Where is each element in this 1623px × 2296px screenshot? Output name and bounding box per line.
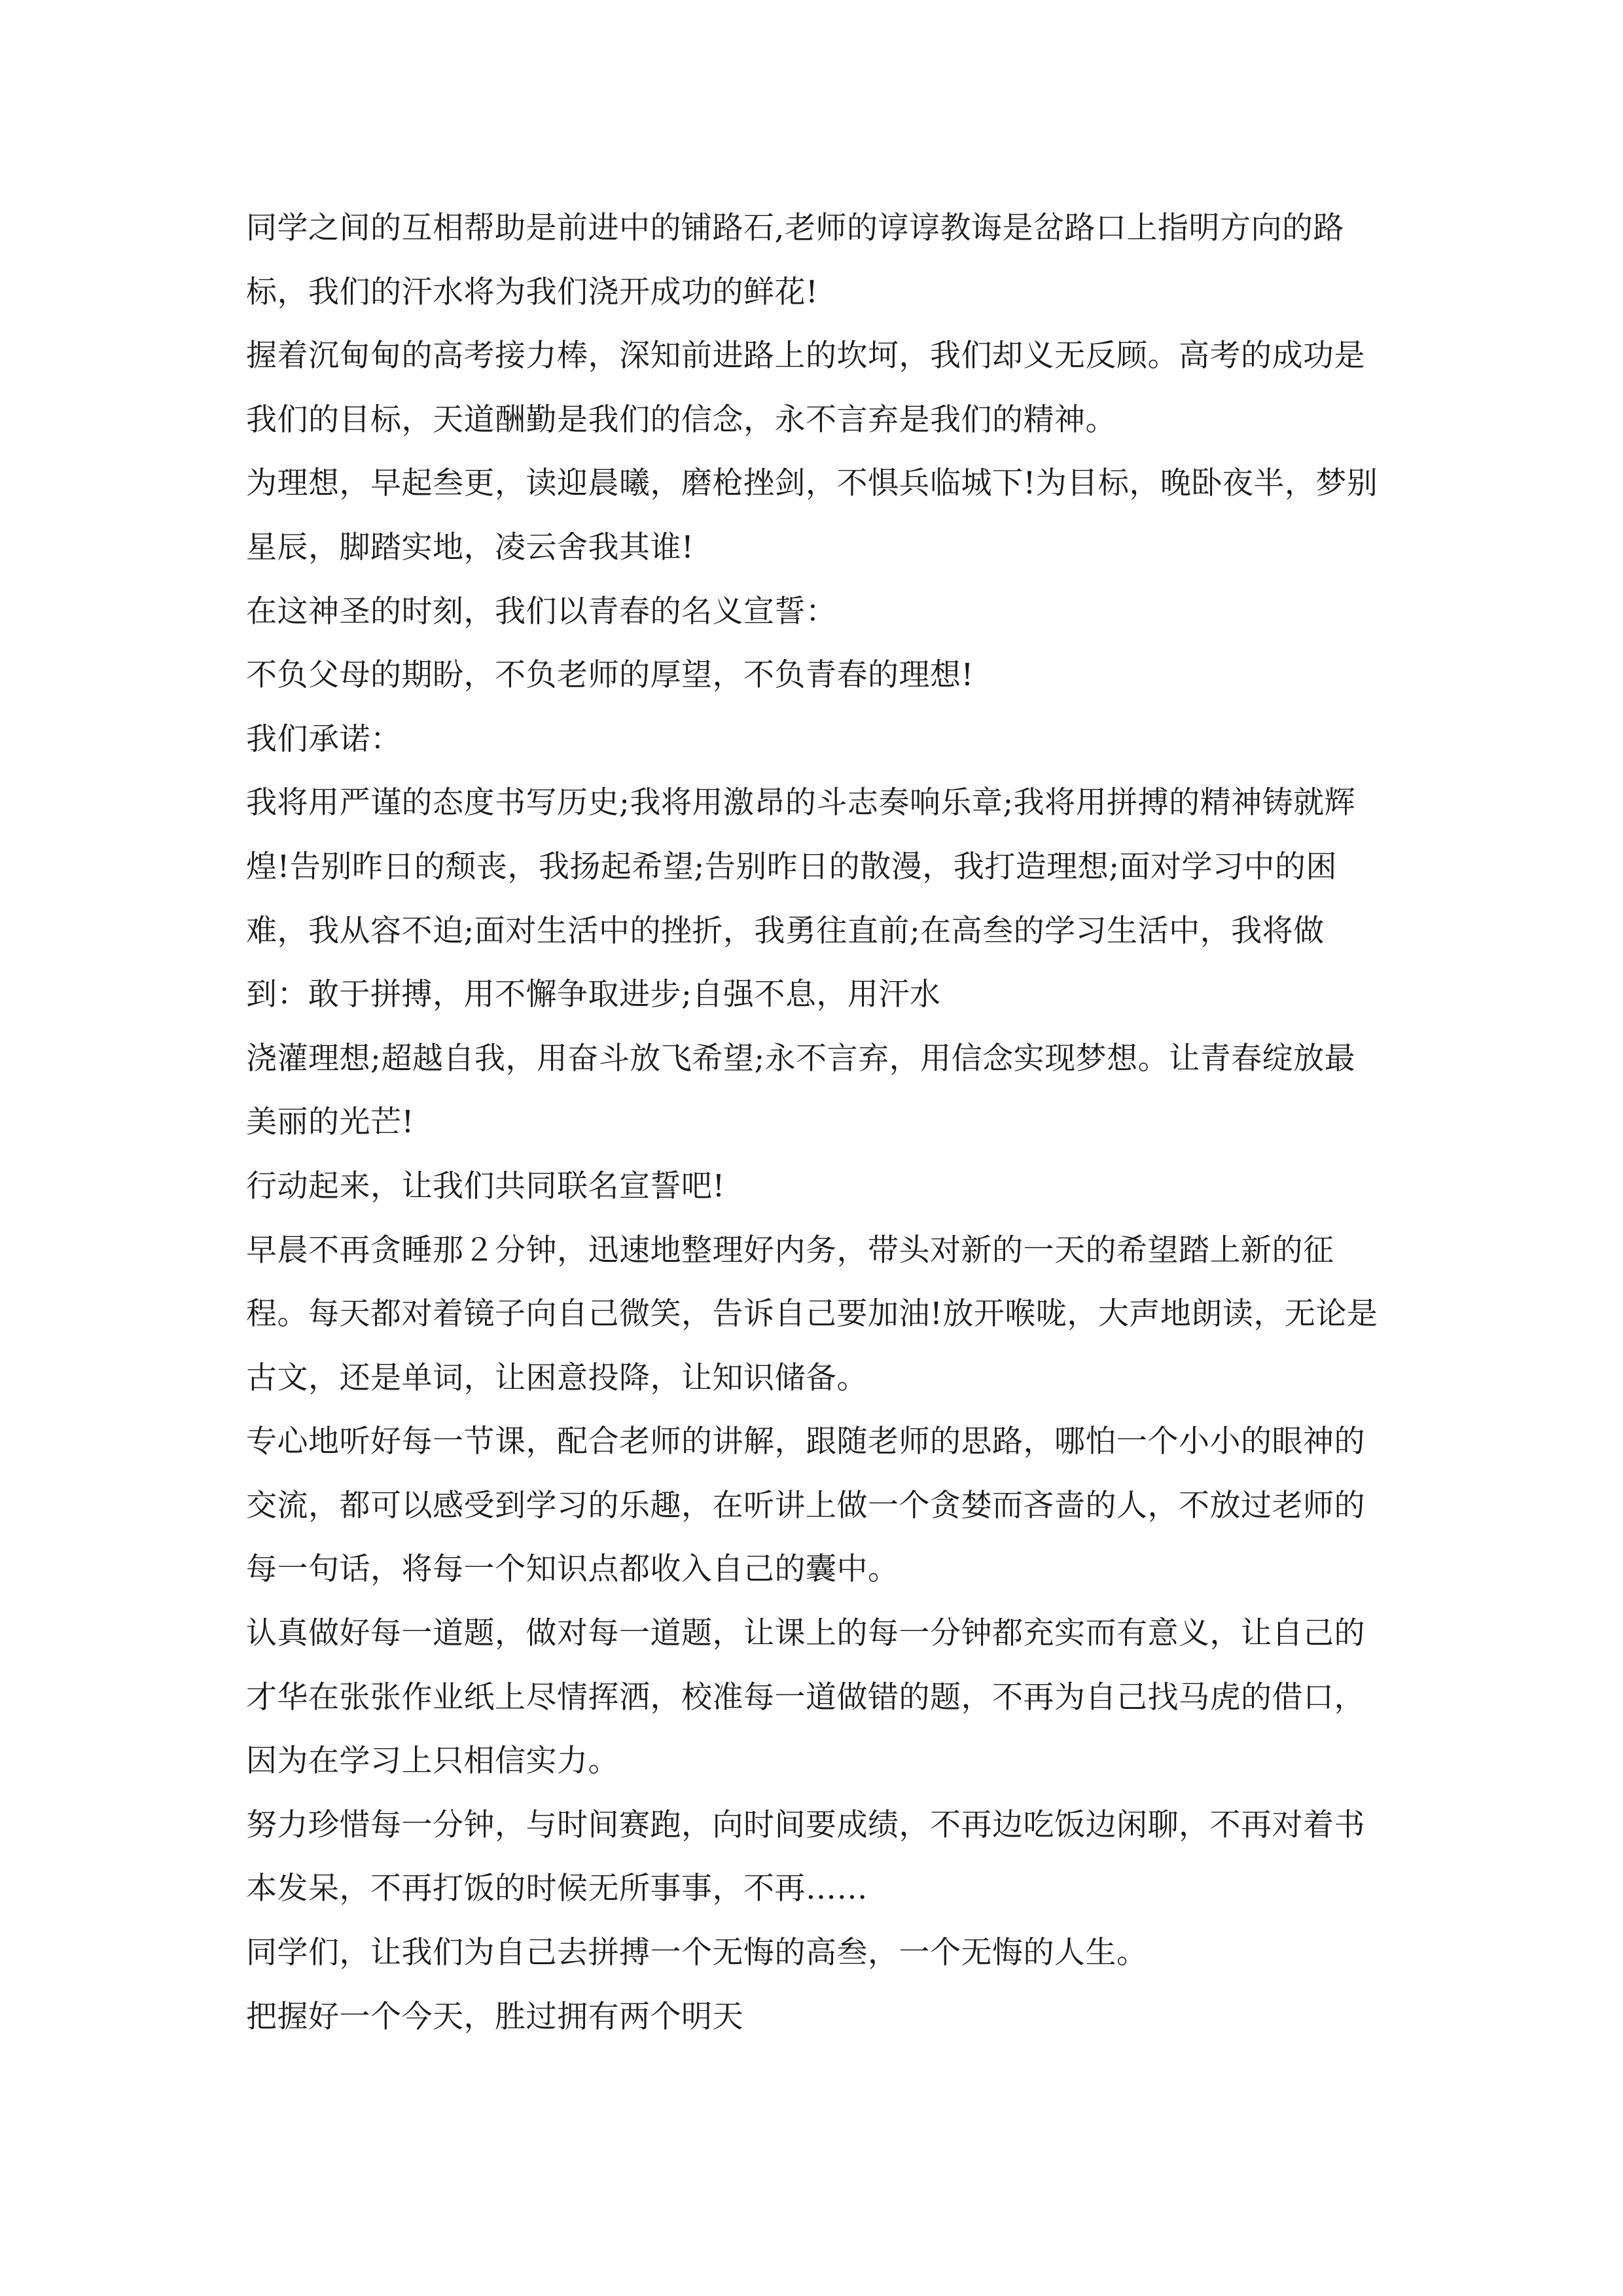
paragraph: 专心地听好每一节课，配合老师的讲解，跟随老师的思路，哪怕一个小小的眼神的交流，都可以感受到学习的乐趣，在听讲上做一个贪婪而吝啬的人，不放过老师的每一句话，将每一个知识点都收入自己的囊中。 bbox=[246, 1424, 1365, 1588]
paragraph: 努力珍惜每一分钟，与时间赛跑，向时间要成绩，不再边吃饭边闲聊，不再对着书本发呆，不再打饭的时候无所事事，不再…… bbox=[246, 1806, 1365, 1907]
paragraph: 行动起来，让我们共同联名宣誓吧! bbox=[246, 1168, 725, 1204]
paragraph: 同学之间的互相帮助是前进中的铺路石,老师的谆谆教诲是岔路口上指明方向的路标，我们的汗水将为我们浇开成功的鲜花! bbox=[246, 210, 1344, 310]
paragraph: 在这神圣的时刻，我们以青春的名义宣誓： bbox=[246, 593, 837, 630]
paragraph: 早晨不再贪睡那２分钟，迅速地整理好内务，带头对新的一天的希望踏上新的征程。每天都对着镜子向自己微笑，告诉自己要加油!放开喉咙，大声地朗读，无论是古文，还是单词，让困意投降，让知识储备。 bbox=[246, 1232, 1378, 1396]
paragraph: 我们承诺： bbox=[246, 721, 402, 757]
paragraph: 同学们，让我们为自己去拼搏一个无悔的高叁，一个无悔的人生。 bbox=[246, 1935, 1148, 1971]
paragraph: 为理想，早起叁更，读迎晨曦，磨枪挫剑，不惧兵临城下!为目标，晚卧夜半，梦别星辰，脚踏实地，凌云舍我其谁! bbox=[246, 465, 1378, 565]
paragraph: 握着沉甸甸的高考接力棒，深知前进路上的坎坷，我们却义无反顾。高考的成功是我们的目标，天道酬勤是我们的信念，永不言弃是我们的精神。 bbox=[246, 338, 1365, 438]
document-body bbox=[246, 196, 1385, 2049]
paragraph: 不负父母的期盼，不负老师的厚望，不负青春的理想! bbox=[246, 657, 974, 694]
paragraph: 浇灌理想;超越自我，用奋斗放飞希望;永不言弃，用信念实现梦想。让青春绽放最美丽的光芒! bbox=[246, 1040, 1356, 1141]
paragraph: 把握好一个今天，胜过拥有两个明天 bbox=[246, 1998, 743, 2035]
paragraph: 我将用严谨的态度书写历史;我将用激昂的斗志奏响乐章;我将用拼搏的精神铸就辉煌!告别昨日的颓丧，我扬起希望;告别昨日的散漫，我打造理想;面对学习中的困难，我从容不迫;面对生活中的挫折，我勇往直前;在高叁的学习生活中，我将做到：敢于拼搏，用不懈争取进步;自强不息，用汗水 bbox=[246, 785, 1356, 1013]
paragraph: 认真做好每一道题，做对每一道题，让课上的每一分钟都充实而有意义，让自己的才华在张张作业纸上尽情挥洒，校准每一道做错的题，不再为自己找马虎的借口，因为在学习上只相信实力。 bbox=[246, 1615, 1365, 1780]
